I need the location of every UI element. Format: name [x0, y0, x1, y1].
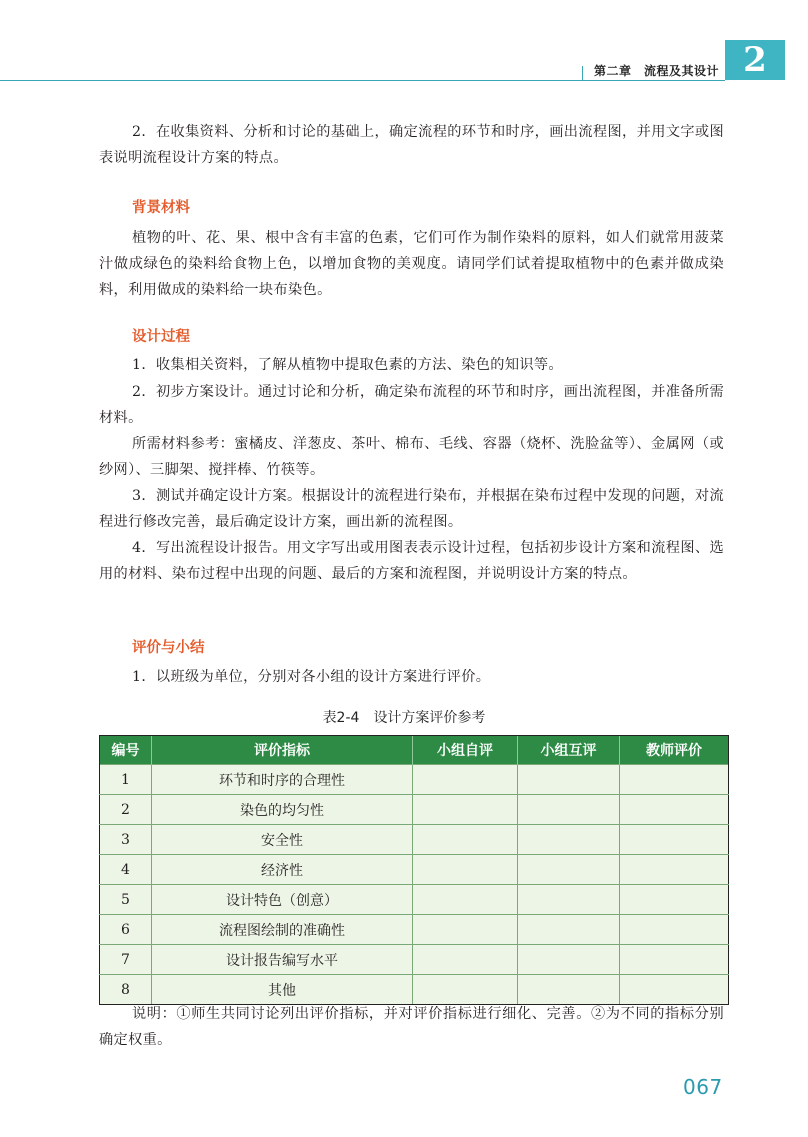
table-row [100, 825, 729, 855]
header-self-eval: 小组自评 [413, 736, 518, 765]
peer-eval-cell [518, 765, 620, 795]
evaluation-section-title: 评价与小结 [132, 640, 205, 656]
teacher-eval-cell [620, 825, 729, 855]
design-step-1: 1．收集相关资料，了解从植物中提取色素的方法、染色的知识等。 [132, 357, 563, 373]
peer-eval-cell [518, 825, 620, 855]
teacher-eval-cell [620, 795, 729, 825]
design-step-2: 2．初步方案设计。通过讨论和分析，确定染布流程的环节和时序，画出流程图，并准备所需材料。 [99, 384, 724, 426]
header-teacher-eval: 教师评价 [620, 736, 729, 765]
row-criterion: 流程图绘制的准确性 [152, 915, 413, 945]
materials-reference: 所需材料参考：蜜橘皮、洋葱皮、茶叶、棉布、毛线、容器（烧杯、洗脸盆等）、金属网（或纱网）、三脚架、搅拌棒、竹筷等。 [99, 436, 724, 478]
background-paragraph: 植物的叶、花、果、根中含有丰富的色素，它们可作为制作染料的原料，如人们就常用菠菜汁做成绿色的染料给食物上色，以增加食物的美观度。请同学们试着提取植物中的色素并做成染料，利用做成的染料给一块布染色。 [99, 230, 724, 298]
header-number: 编号 [100, 736, 152, 765]
table-header-row [100, 736, 729, 765]
header-peer-eval: 小组互评 [518, 736, 620, 765]
chapter-title: 第二章 流程及其设计 [594, 64, 720, 78]
evaluation-table [99, 735, 729, 1005]
row-number: 2 [100, 795, 152, 825]
page-number: 067 [683, 1075, 723, 1099]
row-criterion: 经济性 [152, 855, 413, 885]
peer-eval-cell [518, 795, 620, 825]
teacher-eval-cell [620, 915, 729, 945]
self-eval-cell [413, 795, 518, 825]
self-eval-cell [413, 945, 518, 975]
peer-eval-cell [518, 975, 620, 1005]
teacher-eval-cell [620, 765, 729, 795]
row-number: 6 [100, 915, 152, 945]
peer-eval-cell [518, 855, 620, 885]
table-row [100, 855, 729, 885]
table-row [100, 915, 729, 945]
table-row [100, 765, 729, 795]
self-eval-cell [413, 975, 518, 1005]
self-eval-cell [413, 915, 518, 945]
row-number: 5 [100, 885, 152, 915]
row-number: 7 [100, 945, 152, 975]
row-number: 1 [100, 765, 152, 795]
row-criterion: 环节和时序的合理性 [152, 765, 413, 795]
header-rule [0, 80, 725, 81]
row-criterion: 其他 [152, 975, 413, 1005]
table-row [100, 975, 729, 1005]
design-step-3: 3．测试并确定设计方案。根据设计的流程进行染布，并根据在染布过程中发现的问题，对流程进行修改完善，最后确定设计方案，画出新的流程图。 [99, 488, 724, 530]
table-row [100, 885, 729, 915]
self-eval-cell [413, 885, 518, 915]
peer-eval-cell [518, 945, 620, 975]
row-criterion: 安全性 [152, 825, 413, 855]
self-eval-cell [413, 825, 518, 855]
self-eval-cell [413, 855, 518, 885]
table-caption-title: 设计方案评价参考 [373, 710, 486, 726]
table-caption-number: 表2-4 [322, 710, 360, 726]
table-row [100, 945, 729, 975]
row-criterion: 设计特色（创意） [152, 885, 413, 915]
peer-eval-cell [518, 885, 620, 915]
background-section-title: 背景材料 [132, 200, 190, 216]
table-row [100, 795, 729, 825]
table-note: 说明：①师生共同讨论列出评价指标，并对评价指标进行细化、完善。②为不同的指标分别确定权重。 [99, 1006, 724, 1048]
self-eval-cell [413, 765, 518, 795]
design-step-4: 4．写出流程设计报告。用文字写出或用图表表示设计过程，包括初步设计方案和流程图、选用的材料、染布过程中出现的问题、最后的方案和流程图，并说明设计方案的特点。 [99, 540, 724, 582]
row-criterion: 染色的均匀性 [152, 795, 413, 825]
table-caption [0, 707, 808, 727]
header-criterion: 评价指标 [152, 736, 413, 765]
row-number: 8 [100, 975, 152, 1005]
intro-paragraph: 2．在收集资料、分析和讨论的基础上，确定流程的环节和时序，画出流程图，并用文字或图表说明流程设计方案的特点。 [99, 124, 724, 166]
row-number: 3 [100, 825, 152, 855]
teacher-eval-cell [620, 885, 729, 915]
chapter-number-badge: 2 [725, 40, 785, 80]
teacher-eval-cell [620, 945, 729, 975]
row-number: 4 [100, 855, 152, 885]
teacher-eval-cell [620, 975, 729, 1005]
row-criterion: 设计报告编写水平 [152, 945, 413, 975]
peer-eval-cell [518, 915, 620, 945]
header-divider [582, 66, 583, 80]
design-process-section-title: 设计过程 [132, 329, 190, 345]
teacher-eval-cell [620, 855, 729, 885]
evaluation-item-1: 1．以班级为单位，分别对各小组的设计方案进行评价。 [132, 669, 491, 685]
